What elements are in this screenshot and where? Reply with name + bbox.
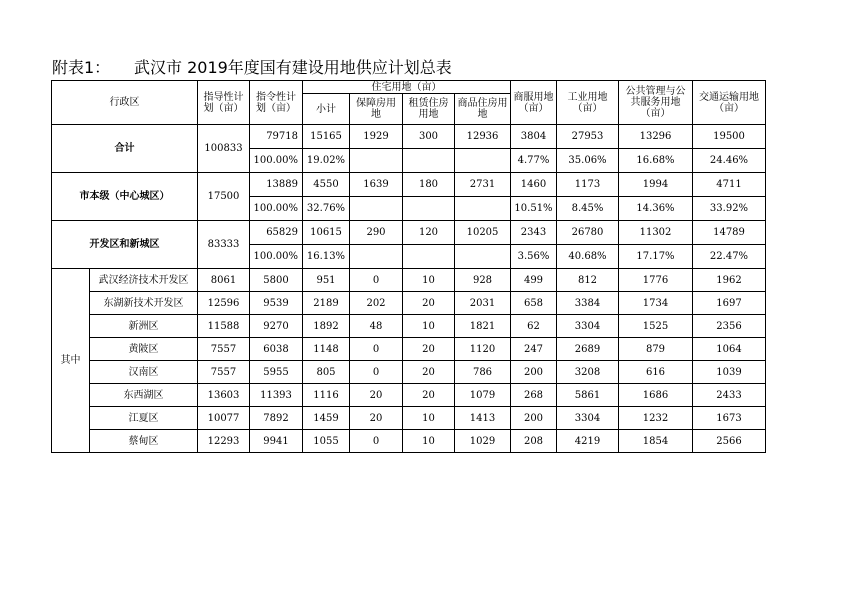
summary-percent-cell: 32.76%: [303, 197, 350, 221]
value-cell: 1776: [619, 269, 693, 292]
header-subtotal: 小计: [303, 94, 350, 125]
summary-value-cell: 3804: [511, 125, 557, 149]
summary-guiding-value: 17500: [198, 173, 250, 221]
value-cell: 1673: [693, 407, 766, 430]
summary-percent-cell: 14.36%: [619, 197, 693, 221]
district-name: 新洲区: [90, 315, 198, 338]
summary-value-cell: 300: [403, 125, 455, 149]
summary-percent-cell: 4.77%: [511, 149, 557, 173]
header-residential: 住宅用地（亩）: [303, 81, 511, 94]
summary-percent-cell: 33.92%: [693, 197, 766, 221]
value-cell: 1029: [455, 430, 511, 453]
header-affordable: 保障房用地: [350, 94, 403, 125]
value-cell: 7557: [198, 338, 250, 361]
value-cell: 10077: [198, 407, 250, 430]
value-cell: 1821: [455, 315, 511, 338]
summary-row-name: 合计: [52, 125, 198, 173]
summary-value-cell: 1929: [350, 125, 403, 149]
group-label: 其中: [52, 269, 90, 453]
value-cell: 1459: [303, 407, 350, 430]
value-cell: 0: [350, 430, 403, 453]
summary-value-cell: 10615: [303, 221, 350, 245]
summary-value-cell: 1639: [350, 173, 403, 197]
district-name: 东西湖区: [90, 384, 198, 407]
value-cell: 2356: [693, 315, 766, 338]
value-cell: 0: [350, 269, 403, 292]
summary-percent-cell: [403, 245, 455, 269]
table-row: [52, 407, 766, 430]
table-row: [52, 361, 766, 384]
summary-value-cell: 4550: [303, 173, 350, 197]
value-cell: 20: [403, 384, 455, 407]
value-cell: 2689: [557, 338, 619, 361]
value-cell: 5800: [250, 269, 303, 292]
value-cell: 951: [303, 269, 350, 292]
summary-percent-cell: 17.17%: [619, 245, 693, 269]
summary-percent-cell: 10.51%: [511, 197, 557, 221]
table-row: [52, 292, 766, 315]
summary-value-cell: 65829: [250, 221, 303, 245]
value-cell: 1148: [303, 338, 350, 361]
value-cell: 616: [619, 361, 693, 384]
value-cell: 20: [403, 338, 455, 361]
value-cell: 2433: [693, 384, 766, 407]
district-name: 蔡甸区: [90, 430, 198, 453]
summary-guiding-value: 100833: [198, 125, 250, 173]
summary-row-name: 市本级（中心城区）: [52, 173, 198, 221]
value-cell: 11393: [250, 384, 303, 407]
value-cell: 20: [403, 361, 455, 384]
value-cell: 1892: [303, 315, 350, 338]
value-cell: 11588: [198, 315, 250, 338]
value-cell: 13603: [198, 384, 250, 407]
value-cell: 805: [303, 361, 350, 384]
summary-percent-cell: 35.06%: [557, 149, 619, 173]
value-cell: 1686: [619, 384, 693, 407]
table-row: [52, 269, 766, 292]
summary-value-cell: 290: [350, 221, 403, 245]
summary-percent-cell: [403, 197, 455, 221]
header-district: 行政区: [52, 81, 198, 125]
summary-value-cell: 13296: [619, 125, 693, 149]
summary-percent-cell: 8.45%: [557, 197, 619, 221]
value-cell: 12293: [198, 430, 250, 453]
header-transport: 交通运输用地（亩）: [693, 81, 766, 125]
summary-row: [52, 173, 766, 197]
header-rental: 租赁住房用地: [403, 94, 455, 125]
summary-percent-cell: [350, 149, 403, 173]
summary-guiding-value: 83333: [198, 221, 250, 269]
page-title: [52, 58, 452, 78]
value-cell: 8061: [198, 269, 250, 292]
value-cell: 62: [511, 315, 557, 338]
value-cell: 499: [511, 269, 557, 292]
summary-value-cell: 10205: [455, 221, 511, 245]
summary-percent-cell: 24.46%: [693, 149, 766, 173]
header-commercial-housing: 商品住房用地: [455, 94, 511, 125]
table-row: [52, 315, 766, 338]
summary-value-cell: 14789: [693, 221, 766, 245]
value-cell: 812: [557, 269, 619, 292]
header-industrial: 工业用地（亩）: [557, 81, 619, 125]
value-cell: 6038: [250, 338, 303, 361]
summary-percent-cell: 100.00%: [250, 149, 303, 173]
district-name: 江夏区: [90, 407, 198, 430]
summary-value-cell: 1173: [557, 173, 619, 197]
value-cell: 202: [350, 292, 403, 315]
value-cell: 7557: [198, 361, 250, 384]
value-cell: 1413: [455, 407, 511, 430]
summary-value-cell: 4711: [693, 173, 766, 197]
value-cell: 9270: [250, 315, 303, 338]
table-row: [52, 338, 766, 361]
value-cell: 2189: [303, 292, 350, 315]
summary-value-cell: 2343: [511, 221, 557, 245]
district-name: 东湖新技术开发区: [90, 292, 198, 315]
summary-value-cell: 15165: [303, 125, 350, 149]
value-cell: 0: [350, 361, 403, 384]
summary-percent-cell: [455, 245, 511, 269]
header-guiding-plan: 指导性计划（亩）: [198, 81, 250, 125]
value-cell: 4219: [557, 430, 619, 453]
summary-percent-cell: 40.68%: [557, 245, 619, 269]
summary-value-cell: 1460: [511, 173, 557, 197]
value-cell: 2566: [693, 430, 766, 453]
value-cell: 12596: [198, 292, 250, 315]
value-cell: 10: [403, 430, 455, 453]
summary-value-cell: 19500: [693, 125, 766, 149]
value-cell: 200: [511, 361, 557, 384]
value-cell: 5955: [250, 361, 303, 384]
value-cell: 658: [511, 292, 557, 315]
value-cell: 1734: [619, 292, 693, 315]
value-cell: 20: [403, 292, 455, 315]
value-cell: 3304: [557, 407, 619, 430]
summary-percent-cell: [350, 197, 403, 221]
value-cell: 1697: [693, 292, 766, 315]
value-cell: 3208: [557, 361, 619, 384]
header-mandatory-plan: 指令性计划（亩）: [250, 81, 303, 125]
summary-value-cell: 1994: [619, 173, 693, 197]
summary-percent-cell: [350, 245, 403, 269]
value-cell: 7892: [250, 407, 303, 430]
value-cell: 1079: [455, 384, 511, 407]
value-cell: 1116: [303, 384, 350, 407]
value-cell: 200: [511, 407, 557, 430]
district-name: 黄陂区: [90, 338, 198, 361]
title-text: 武汉市 2019年度国有建设用地供应计划总表: [134, 58, 452, 77]
value-cell: 10: [403, 407, 455, 430]
value-cell: 1525: [619, 315, 693, 338]
value-cell: 1232: [619, 407, 693, 430]
summary-value-cell: 11302: [619, 221, 693, 245]
value-cell: 20: [350, 384, 403, 407]
district-name: 武汉经济技术开发区: [90, 269, 198, 292]
summary-value-cell: 26780: [557, 221, 619, 245]
summary-percent-cell: 22.47%: [693, 245, 766, 269]
value-cell: 268: [511, 384, 557, 407]
value-cell: 9941: [250, 430, 303, 453]
summary-value-cell: 12936: [455, 125, 511, 149]
value-cell: 1064: [693, 338, 766, 361]
summary-value-cell: 180: [403, 173, 455, 197]
summary-row: [52, 221, 766, 245]
value-cell: 48: [350, 315, 403, 338]
summary-percent-cell: 19.02%: [303, 149, 350, 173]
value-cell: 1962: [693, 269, 766, 292]
value-cell: 1039: [693, 361, 766, 384]
value-cell: 1055: [303, 430, 350, 453]
summary-row-name: 开发区和新城区: [52, 221, 198, 269]
title-prefix: 附表1：: [52, 58, 111, 77]
value-cell: 20: [350, 407, 403, 430]
summary-percent-cell: 16.68%: [619, 149, 693, 173]
value-cell: 1854: [619, 430, 693, 453]
summary-percent-cell: 100.00%: [250, 197, 303, 221]
summary-percent-cell: [455, 149, 511, 173]
value-cell: 786: [455, 361, 511, 384]
summary-value-cell: 79718: [250, 125, 303, 149]
summary-percent-cell: 16.13%: [303, 245, 350, 269]
table-row: [52, 430, 766, 453]
value-cell: 9539: [250, 292, 303, 315]
summary-value-cell: 120: [403, 221, 455, 245]
value-cell: 1120: [455, 338, 511, 361]
value-cell: 10: [403, 269, 455, 292]
value-cell: 10: [403, 315, 455, 338]
summary-row: [52, 125, 766, 149]
summary-value-cell: 2731: [455, 173, 511, 197]
value-cell: 928: [455, 269, 511, 292]
summary-percent-cell: 3.56%: [511, 245, 557, 269]
value-cell: 208: [511, 430, 557, 453]
value-cell: 3384: [557, 292, 619, 315]
summary-percent-cell: 100.00%: [250, 245, 303, 269]
table-row: [52, 384, 766, 407]
district-name: 汉南区: [90, 361, 198, 384]
value-cell: 247: [511, 338, 557, 361]
summary-percent-cell: [455, 197, 511, 221]
land-supply-table: [51, 80, 766, 453]
value-cell: 3304: [557, 315, 619, 338]
summary-value-cell: 13889: [250, 173, 303, 197]
summary-percent-cell: [403, 149, 455, 173]
header-public-service: 公共管理与公共服务用地（亩）: [619, 81, 693, 125]
summary-value-cell: 27953: [557, 125, 619, 149]
value-cell: 2031: [455, 292, 511, 315]
header-commercial-service: 商服用地（亩）: [511, 81, 557, 125]
value-cell: 5861: [557, 384, 619, 407]
value-cell: 0: [350, 338, 403, 361]
value-cell: 879: [619, 338, 693, 361]
